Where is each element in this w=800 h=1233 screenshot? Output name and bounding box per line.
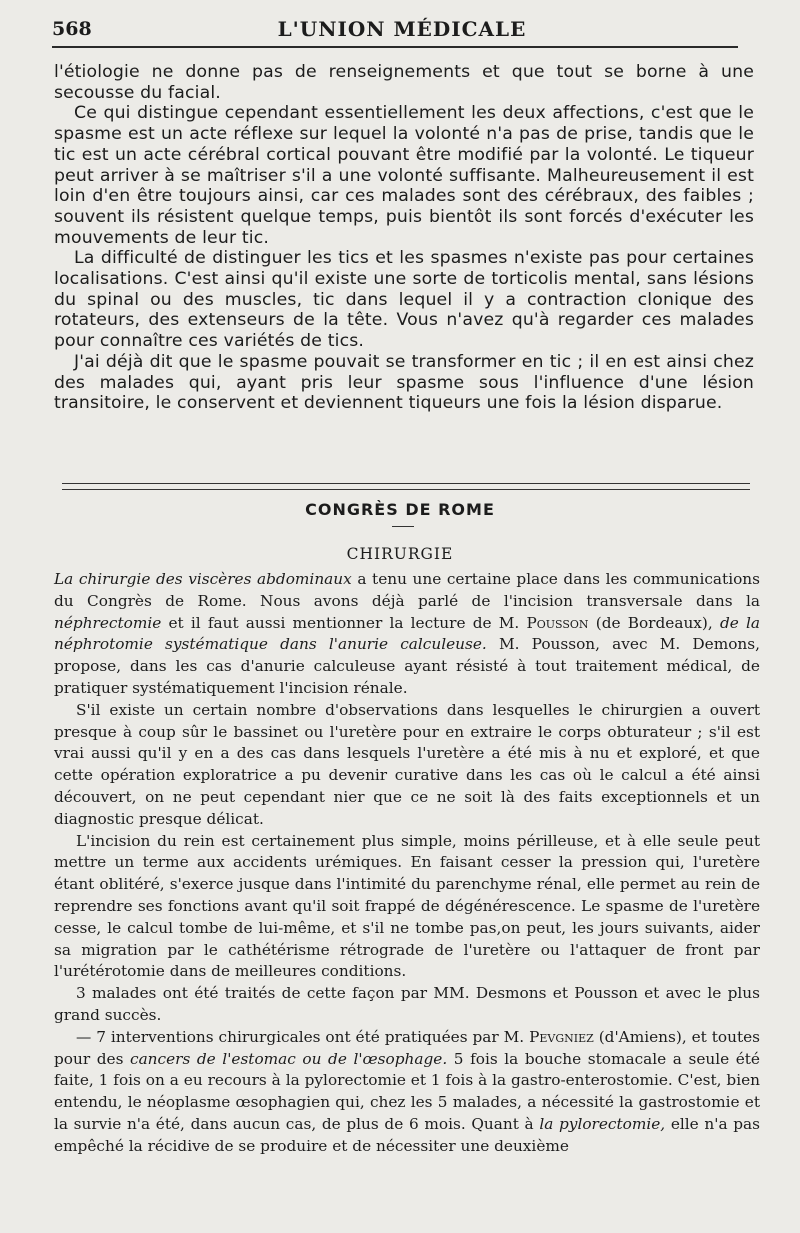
paragraph: La difficulté de distinguer les tics et les spasmes n'existe pas pour certaines localisations. C'est ainsi qu'il existe une sorte de torticolis mental, sans lésions du spinal ou des muscles, tic dans lequel il y a contraction clonique des rotateurs, des extenseurs de la tête. Vous n'avez qu'à regarder ces malades pour connaître ces variétés de tics. bbox=[54, 248, 754, 352]
text-run: (de Bordeaux), bbox=[588, 613, 720, 632]
italic-term: la pylorectomie, bbox=[539, 1114, 666, 1133]
author-name: Pousson bbox=[526, 613, 589, 632]
italic-term: néphrectomie bbox=[54, 613, 162, 632]
running-head bbox=[52, 14, 752, 44]
text-run: (d'Amiens), et toutes pour des bbox=[54, 1027, 760, 1068]
italic-title: de la néphrotomie systématique dans l'anurie calculeuse. bbox=[54, 613, 760, 654]
paragraph: l'étiologie ne donne pas de renseignements et que tout se borne à une secousse du facial. bbox=[54, 62, 754, 103]
paragraph: S'il existe un certain nombre d'observations dans lesquelles le chirurgien a ouvert presque à coup sûr le bassinet ou l'uretère pour en extraire le corps obturateur ; s'il est vrai aussi qu'il y en a des cas dans lesquels l'uretère a été mis à nu et exploré, et que cette opération exploratrice a pu devenir curative dans les cas où le calcul a été ainsi découvert, on ne peut cependant nier que ce ne soit là des faits exceptionnels et un diagnostic presque délicat. bbox=[54, 700, 760, 828]
section-title: CONGRÈS DE ROME bbox=[305, 500, 495, 519]
italic-term: cancers de l'estomac ou de l'œsophage. bbox=[130, 1049, 448, 1068]
paragraph bbox=[54, 569, 760, 700]
text-run: M. Pousson, avec M. Demons, propose, dans les cas d'anurie calculeuse ayant résisté à tout traitement médical, de pratiquer systématiquement l'incision rénale. bbox=[54, 635, 760, 697]
section-divider bbox=[62, 483, 750, 490]
paragraph: L'incision du rein est certainement plus simple, moins périlleuse, et à elle seule peut mettre un terme aux accidents urémiques. En faisant cesser la pression qui, l'uretère étant oblitéré, s'exerce jusque dans l'intimité du parenchyme rénal, elle permet au rein de reprendre ses fonctions avant qu'il soit frappé de dégénérescence. Le spasme de l'uretère cesse, le calcul tombe de lui-même, et s'il ne tombe pas,on peut, les jours suivants, aider sa migration par le cathétérisme rétrograde de l'uretère ou l'attaquer de front par l'urétérotomie dans de meilleures conditions. bbox=[54, 831, 760, 981]
journal-title: L'UNION MÉDICALE bbox=[277, 17, 527, 41]
page-number: 568 bbox=[52, 18, 92, 40]
paragraph: 3 malades ont été traités de cette façon par MM. Desmons et Pousson et avec le plus grand succès. bbox=[54, 984, 760, 1024]
text-run: 5 fois la bouche stomacale a seule été faite, 1 fois on a eu recours à la pylorectomie et 1 fois à la gastro-enterostomie. C'est, bien entendu, le néoplasme œsophagien qui, chez les 5 malades, a nécessité la gastrostomie et la survie n'a été, dans aucun cas, de plus de 6 mois. Quant à bbox=[54, 1049, 760, 1133]
paragraph: Ce qui distingue cependant essentiellement les deux affections, c'est que le spasme est un acte réflexe sur lequel la volonté n'a pas de prise, tandis que le tic est un acte cérébral cortical pouvant être modifié par la volonté. Le tiqueur peut arriver à se maîtriser s'il a une volonté suffisante. Malheureusement il est loin d'en être toujours ainsi, car ces malades sont des cérébraux, des faibles ; souvent ils résistent quelque temps, puis bientôt ils sont forcés d'exécuter les mouvements de leur tic. bbox=[54, 103, 754, 248]
italic-lead: La chirurgie des viscères abdominaux bbox=[54, 570, 352, 588]
text-run: — 7 interventions chirurgicales ont été pratiquées par M. bbox=[76, 1027, 530, 1046]
title-dash bbox=[392, 526, 414, 527]
article-body bbox=[54, 569, 760, 1158]
text-run: a tenu une certaine place dans les communications du Congrès de Rome. Nous avons déjà parlé de l'incision transversale dans la bbox=[54, 570, 760, 610]
continuation-text bbox=[54, 62, 754, 414]
text-run: et il faut aussi mentionner la lecture de M. bbox=[161, 613, 527, 632]
section-subtitle: CHIRURGIE bbox=[346, 545, 454, 563]
author-name: Pevgniez bbox=[529, 1027, 594, 1046]
paragraph bbox=[54, 1027, 760, 1158]
paragraph: J'ai déjà dit que le spasme pouvait se transformer en tic ; il en est ainsi chez des malades qui, ayant pris leur spasme sous l'influence d'une lésion transitoire, le conservent et deviennent tiqueurs une fois la lésion disparue. bbox=[54, 351, 754, 414]
text-run: elle n'a pas empêché la récidive de se produire et de nécessiter une deuxième bbox=[54, 1114, 760, 1155]
header-rule bbox=[52, 46, 738, 48]
